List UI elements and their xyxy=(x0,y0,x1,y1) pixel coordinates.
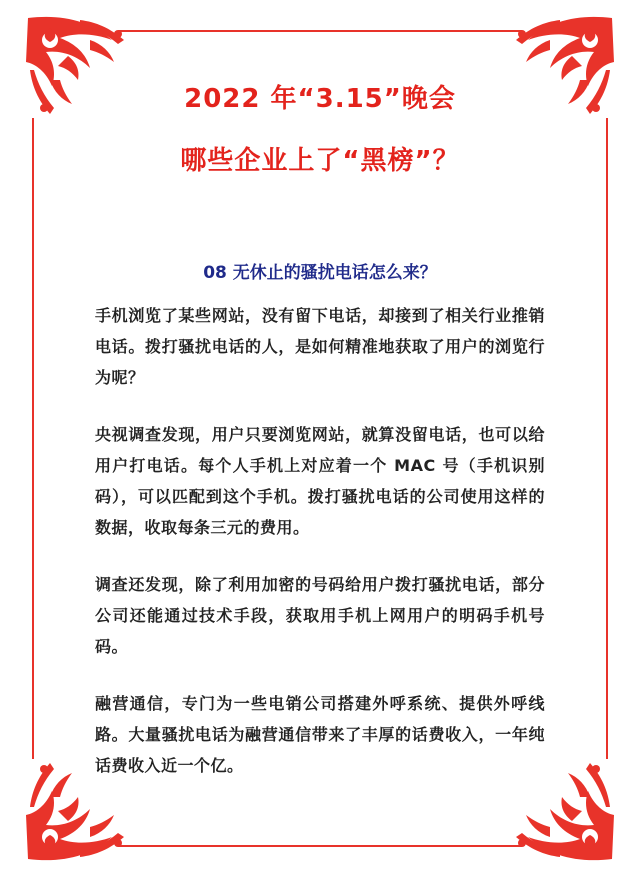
section-heading: 08 无休止的骚扰电话怎么来？ xyxy=(203,263,437,283)
paragraph: 调查还发现，除了利用加密的号码给用户拨打骚扰电话，部分公司还能通过技术手段，获取用手机上网用户的明码手机号码。 xyxy=(95,575,545,656)
paragraph: 融营通信，专门为一些电销公司搭建外呼系统、提供外呼线路。大量骚扰电话为融营通信带来了丰厚的话费收入，一年纯话费收入近一个亿。 xyxy=(95,694,545,775)
paragraph: 手机浏览了某些网站，没有留下电话，却接到了相关行业推销电话。拨打骚扰电话的人，是如何精准地获取了用户的浏览行为呢？ xyxy=(95,306,545,387)
frame-top-border xyxy=(118,30,522,32)
frame-bottom-border xyxy=(118,845,522,847)
article-body xyxy=(95,300,545,807)
page-title: 2022 年“3.15”晚会 xyxy=(184,84,456,114)
page-subtitle: 哪些企业上了“黑榜”？ xyxy=(180,146,460,176)
frame-right-border xyxy=(606,118,608,759)
paragraph: 央视调查发现，用户只要浏览网站，就算没留电话，也可以给用户打电话。每个人手机上对应着一个 MAC 号（手机识别码），可以匹配到这个手机。拨打骚扰电话的公司使用这样的数据，收取每条三元的费用。 xyxy=(95,425,545,537)
frame-left-border xyxy=(32,118,34,759)
